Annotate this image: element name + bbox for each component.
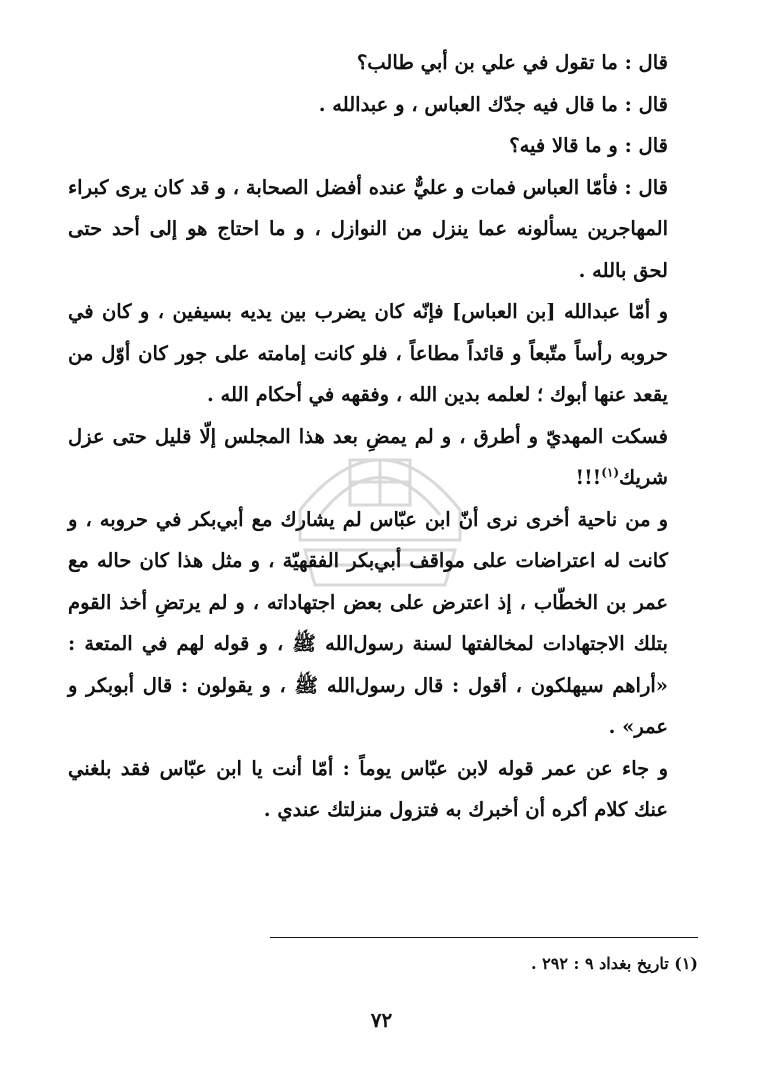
paragraph-2: قال : ما قال فيه جدّك العباس ، و عبدالله . [318,92,668,116]
paragraph-1: قال : ما تقول في علي بن أبي طالب؟ [356,51,668,74]
page-number: ٧٢ [370,1008,393,1032]
paragraph-3: قال : و ما قالا فيه؟ [509,134,668,157]
footnote: (١) تاريخ بغداد ٩ : ٢٩٢ . [531,954,698,973]
paragraph-8: و جاء عن عمر قوله لابن عبّاس يوماً : أمّا أنت يا ابن عبّاس فقد بلغني عنك كلام أكره أن أخبرك به فتزول منزلتك عندي . [68,756,668,821]
page-body [68,42,698,831]
paragraph-5: و أمّا عبدالله [بن العباس] فإنّه كان يضرب بين يديه بسيفين ، و كان في حروبه رأساً متّبعاً و قائداً مطاعاً ، فلو كانت إمامته على جور كان أوّل من يقعد عنها أبوك ؛ لعلمه بدين الله ، وفقهه في أحكام الله . [68,300,668,406]
paragraph-4: قال : فأمّا العباس فمات و عليٌّ عنده أفضل الصحابة ، و قد كان يرى كبراء المهاجرين يسألونه عما ينزل من النوازل ، و ما احتاج هو إلى أحد حتى لحق بالله . [68,175,668,282]
footnote-divider [270,937,698,938]
paragraph-7: و من ناحية أخرى نرى أنّ ابن عبّاس لم يشارك مع أبي‌بكر في حروبه ، و كانت له اعتراضات على مواقف أبي‌بكر الفقهيّة ، و مثل هذا كان حاله مع عمر بن الخطّاب ، إذ اعترض على بعض اجتهاداته ، و لم يرتضِ أخذ القوم بتلك الاجتهادات لمخالفتها لسنة رسول‌الله ﷺ ، و قوله لهم في المتعة : «أراهم سيهلكون ، أقول : قال رسول‌الله ﷺ ، و يقولون : قال أبوبكر و عمر» . [68,507,668,738]
footnote-reference[interactable]: (١) [601,465,620,480]
paragraph-6-text: فسكت المهديّ و أطرق ، و لم يمضِ بعد هذا المجلس إلّا قليل حتى عزل شريك [68,424,668,489]
paragraph-6-tail: !!! [575,466,602,489]
paragraph-6 [68,416,698,499]
